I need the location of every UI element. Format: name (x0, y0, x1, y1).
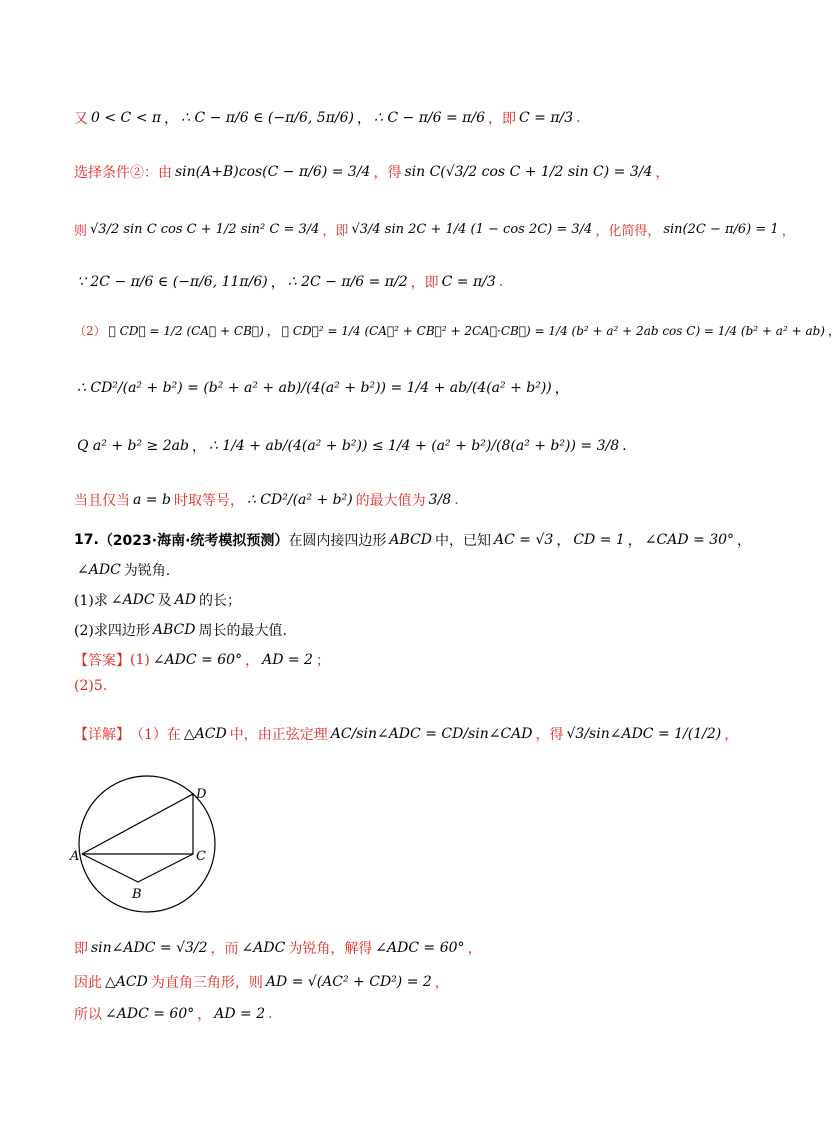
text: (2)5. (74, 678, 108, 694)
math: AC/sin∠ADC = CD/sin∠CAD (330, 726, 533, 742)
text: . (454, 492, 459, 508)
triangle-acd (82, 794, 193, 854)
math: CD = 1 (573, 532, 625, 548)
math: AD (174, 592, 196, 608)
detail-line-2 (74, 938, 740, 958)
math: 3/8 (428, 492, 452, 508)
label-b: B (132, 887, 142, 902)
text: 当且仅当 (74, 493, 130, 509)
math: ∴ CD⃗² = 1/4 (CA⃗² + CB⃗² + 2CA⃗·CB⃗) = 1/4 (b² + a² + 2ab cos C) = 1/4 (b² + a² + ab) (281, 323, 825, 338)
answer-line-2 (74, 678, 740, 694)
text: ， (655, 165, 670, 181)
text: 的长； (198, 593, 241, 609)
answer-line-1: 【答案】 (1) ∠ADC = 60° ， AD = 2 ； (74, 652, 330, 669)
text: ， (434, 975, 449, 991)
text: 即 (74, 941, 88, 957)
math: △ACD (105, 974, 148, 990)
label-c: C (196, 849, 206, 864)
math: C = π/3 (518, 110, 574, 126)
math: ∠CAD = 30° (644, 532, 735, 548)
math: a = b (133, 492, 171, 508)
text: 为锐角，解得 (288, 941, 373, 957)
math: ∴ C − π/6 ∈ (−π/6, 5π/6) (181, 110, 354, 126)
solution-line-2 (74, 162, 740, 182)
text: ，即 (322, 224, 349, 239)
text: ， (467, 941, 482, 957)
answer-tag: 【答案】 (74, 653, 130, 669)
problem-17-part-2 (74, 620, 740, 640)
math: sin(A+B)cos(C − π/6) = 3/4 (175, 164, 371, 180)
problem-17-line-1: 17. （2023·海南·统考模拟预测） 在圆内接四边形 ABCD 中，已知 AC = √3 ， CD = 1 ， ∠CAD = 30° ， (74, 532, 752, 549)
math: √3/2 sin C cos C + 1/2 sin² C = 3/4 (90, 222, 320, 237)
solution-line-4: ∵ 2C − π/6 ∈ (−π/6, 11π/6) ， ∴ 2C − π/6 = π/2 ，即 C = π/3 . (77, 274, 504, 291)
detail-line-4: 所以 ∠ADC = 60° ， AD = 2 . (74, 1006, 273, 1023)
label-a: A (70, 849, 80, 864)
text: 选择条件②：由 (74, 165, 172, 181)
text: (1) (130, 652, 150, 668)
math: sin(2C − π/6) = 1 (663, 222, 779, 237)
solution-line-7: Q a² + b² ≥ 2ab ， ∴ 1/4 + ab/(4(a² + b²)) ≤ 1/4 + (a² + b²)/(8(a² + b²)) = 3/8 . (77, 438, 627, 455)
solution-line-5: （2） ∵ CD⃗ = 1/2 (CA⃗ + CB⃗) ， ∴ CD⃗² = 1/4 (CA⃗² + CB⃗² + 2CA⃗·CB⃗) = 1/4 (b² + a² + 2ab cos C) = 1/4 (b² + a² + ab) ， (74, 323, 840, 338)
problem-source: （2023·海南·统考模拟预测） (98, 533, 289, 549)
math: ∠ADC (241, 940, 286, 956)
text: ， (554, 381, 569, 397)
text: ， (737, 533, 752, 549)
math: ABCD (152, 622, 196, 638)
text: 周长的最大值. (198, 623, 287, 639)
text: . (498, 274, 504, 290)
math: ∠ADC = 60° (152, 652, 243, 668)
text: ，化简得， (595, 224, 661, 239)
math: ∠ADC = 60° (105, 1006, 195, 1022)
math: ∴ 2C − π/6 = π/2 (287, 274, 408, 290)
solution-line-8 (74, 490, 740, 510)
math: √3/4 sin 2C + 1/4 (1 − cos 2C) = 3/4 (351, 222, 593, 237)
text: 时取等号， (173, 493, 244, 509)
text: 及 (157, 593, 172, 609)
text: 因此 (74, 975, 102, 991)
text: ，得 (373, 165, 402, 181)
solution-line-3 (74, 220, 795, 239)
solution-line-1: 又 0 < C < π ， ∴ C − π/6 ∈ (−π/6, 5π/6) ， ∴ C − π/6 = π/6 ，即 C = π/3 . (74, 110, 581, 127)
math: AD = √(AC² + CD²) = 2 (265, 974, 432, 990)
math: ∠ADC (77, 562, 121, 578)
math: sin∠ADC = √3/2 (91, 940, 208, 956)
problem-17-part-1 (74, 590, 740, 610)
math: ∵ CD⃗ = 1/2 (CA⃗ + CB⃗) (108, 323, 264, 338)
math: ∵ 2C − π/6 ∈ (−π/6, 11π/6) (77, 274, 268, 290)
text: 又 (74, 111, 88, 127)
text: 中，由正弦定理 (229, 727, 328, 743)
math: ∴ 1/4 + ab/(4(a² + b²)) ≤ 1/4 + (a² + b²)/(8(a² + b²)) = 3/8 (208, 438, 620, 454)
solution-line-6 (74, 378, 740, 398)
text: 为锐角. (123, 563, 171, 579)
math: AD = 2 (214, 1006, 266, 1022)
text: ； (315, 653, 330, 669)
circle-quadrilateral-figure (70, 770, 230, 920)
text: 所以 (74, 1007, 102, 1023)
math: ∴ C − π/6 = π/6 (374, 110, 485, 126)
math: ABCD (389, 532, 433, 548)
segments-ab-bc (82, 854, 193, 882)
math: 0 < C < π (91, 110, 162, 126)
detail-tag: 【详解】 (74, 727, 130, 743)
math: ∠ADC (110, 592, 155, 608)
text: ， (827, 324, 840, 338)
text: . (576, 110, 581, 126)
problem-17-line-2 (74, 560, 740, 580)
math: C = π/3 (441, 274, 496, 290)
math: ∴ CD²/(a² + b²) (246, 492, 353, 508)
math: △ACD (183, 726, 227, 742)
math: sin C(√3/2 cos C + 1/2 sin C) = 3/4 (404, 164, 653, 180)
text: ，而 (210, 941, 239, 957)
math: AC = √3 (494, 532, 554, 548)
text: ，即 (410, 275, 439, 291)
text: ，即 (487, 111, 516, 127)
text: . (622, 438, 627, 454)
text: （2） (74, 324, 106, 338)
text: 为直角三角形，则 (150, 975, 263, 991)
text: （1）在 (130, 727, 181, 743)
problem-number: 17. (74, 532, 99, 548)
text: . (268, 1006, 273, 1022)
text: (1)求 (74, 593, 108, 609)
text: ， (724, 727, 739, 743)
detail-line-3 (74, 972, 740, 992)
text: 在圆内接四边形 (288, 533, 387, 549)
math: AD = 2 (262, 652, 313, 668)
math: Q a² + b² ≥ 2ab (77, 438, 189, 454)
text: (2)求四边形 (74, 623, 150, 639)
text: ， (781, 224, 795, 239)
text: 则 (74, 224, 88, 239)
math: ∴ CD²/(a² + b²) = (b² + a² + ab)/(4(a² + b²)) = 1/4 + ab/(4(a² + b²)) (77, 380, 552, 396)
text: 的最大值为 (355, 493, 426, 509)
label-d: D (196, 787, 207, 802)
detail-line-1 (74, 724, 740, 744)
text: ，得 (535, 727, 564, 743)
math: ∠ADC = 60° (375, 940, 465, 956)
text: 中，已知 (435, 533, 492, 549)
math: √3/sin∠ADC = 1/(1/2) (566, 726, 722, 742)
